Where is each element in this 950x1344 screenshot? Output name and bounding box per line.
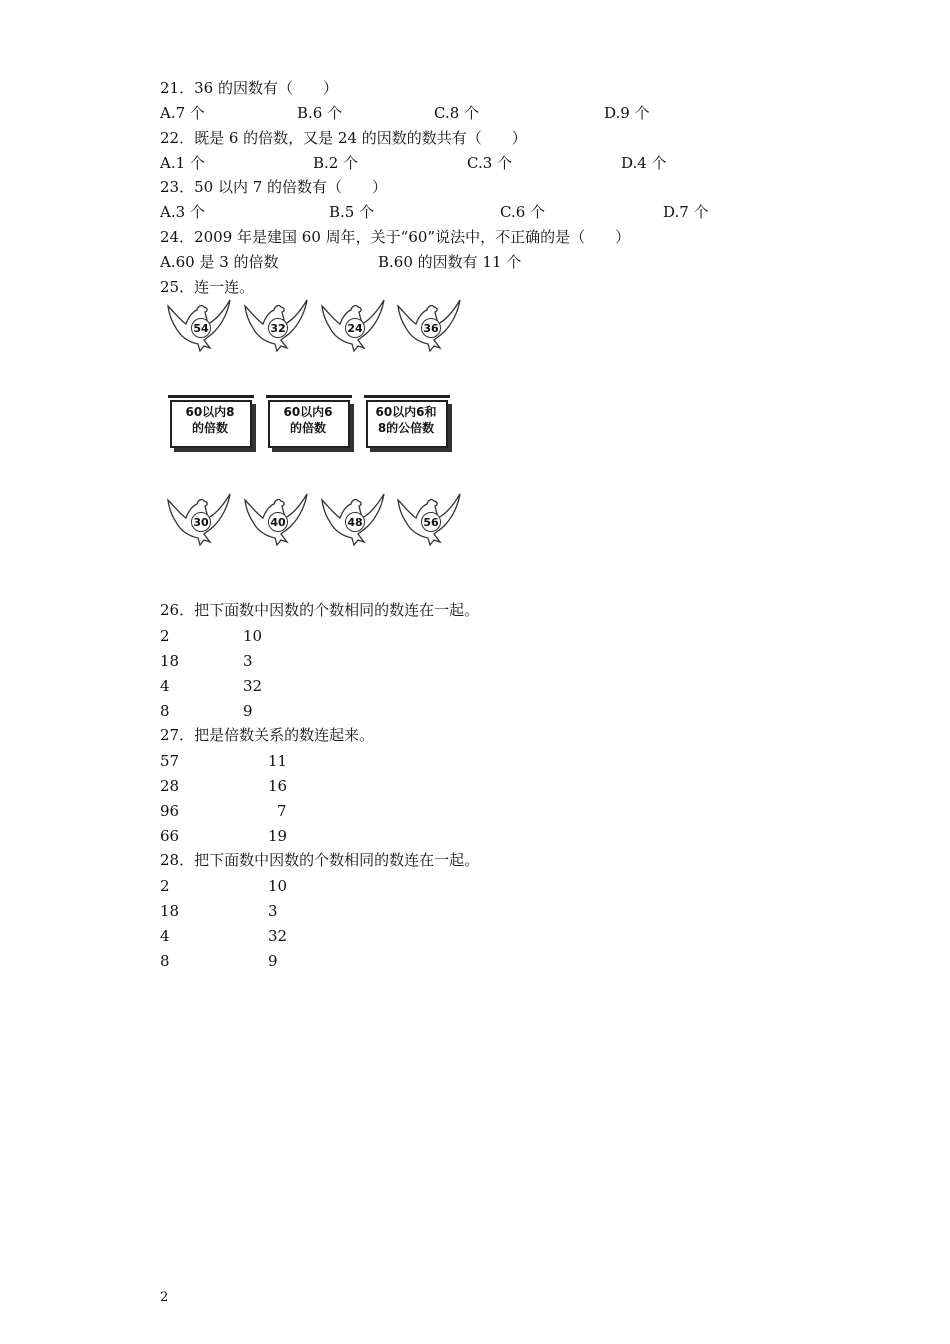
q27-right-2[interactable]: 16 [268, 777, 288, 795]
q27-stem: 27．把是倍数关系的数连起来。 [160, 726, 375, 744]
q21-option-b: B.6 个 [297, 104, 343, 122]
top-dove-1[interactable] [164, 298, 234, 353]
q22-option-a: A.1 个 [160, 154, 205, 172]
box-lid [266, 395, 352, 398]
q28-left-3[interactable]: 4 [160, 927, 170, 945]
box-label: 60以内8 的倍数 [185, 405, 235, 435]
dove-number: 54 [193, 322, 209, 335]
q23-option-a: A.3 个 [160, 203, 205, 221]
q26-right-1[interactable]: 10 [243, 627, 263, 645]
box-lid [364, 395, 450, 398]
q27-left-3[interactable]: 96 [160, 802, 180, 820]
q26-right-4[interactable]: 9 [243, 702, 253, 720]
q26-left-2[interactable]: 18 [160, 652, 180, 670]
q21-option-d: D.9 个 [604, 104, 650, 122]
q21-stem: 21．36 的因数有（ ） [160, 79, 338, 97]
bottom-dove-2[interactable] [241, 492, 311, 547]
bottom-dove-1[interactable] [164, 492, 234, 547]
category-box-2[interactable] [268, 400, 352, 450]
q26-right-2[interactable]: 3 [243, 652, 253, 670]
q28-left-2[interactable]: 18 [160, 902, 180, 920]
q22-option-b: B.2 个 [313, 154, 359, 172]
q27-left-4[interactable]: 66 [160, 827, 180, 845]
q23-option-b: B.5 个 [329, 203, 375, 221]
q24-stem: 24．2009 年是建国 60 周年，关于“60”说法中，不正确的是（ ） [160, 228, 631, 246]
q23-option-c: C.6 个 [500, 203, 546, 221]
dove-number: 32 [270, 322, 286, 335]
dove-number: 56 [423, 516, 439, 529]
q26-left-1[interactable]: 2 [160, 627, 170, 645]
q28-right-2[interactable]: 3 [268, 902, 278, 920]
q21-option-c: C.8 个 [434, 104, 480, 122]
q28-left-4[interactable]: 8 [160, 952, 170, 970]
q27-left-2[interactable]: 28 [160, 777, 180, 795]
top-dove-3[interactable] [318, 298, 388, 353]
q26-left-4[interactable]: 8 [160, 702, 170, 720]
q28-right-3[interactable]: 32 [268, 927, 288, 945]
q22-option-c: C.3 个 [467, 154, 513, 172]
dove-number: 40 [270, 516, 286, 529]
q22-stem: 22．既是 6 的倍数，又是 24 的因数的数共有（ ） [160, 129, 527, 147]
top-dove-2[interactable] [241, 298, 311, 353]
q26-right-3[interactable]: 32 [243, 677, 263, 695]
box-label: 60以内6和 8的公倍数 [375, 405, 437, 435]
dove-number: 36 [423, 322, 439, 335]
top-dove-4[interactable] [394, 298, 464, 353]
q27-right-3[interactable]: 7 [277, 802, 287, 820]
q24-option-b: B.60 的因数有 11 个 [378, 253, 522, 271]
q21-option-a: A.7 个 [160, 104, 205, 122]
q22-option-d: D.4 个 [621, 154, 667, 172]
q25-stem: 25．连一连。 [160, 278, 255, 296]
q28-stem: 28．把下面数中因数的个数相同的数连在一起。 [160, 851, 480, 869]
q27-left-1[interactable]: 57 [160, 752, 180, 770]
q28-left-1[interactable]: 2 [160, 877, 170, 895]
q23-option-d: D.7 个 [663, 203, 709, 221]
bottom-dove-4[interactable] [394, 492, 464, 547]
box-label: 60以内6 的倍数 [283, 405, 333, 435]
category-box-3[interactable] [366, 400, 450, 450]
dove-number: 24 [347, 322, 363, 335]
category-box-1[interactable] [170, 400, 254, 450]
q27-right-1[interactable]: 11 [268, 752, 288, 770]
q26-left-3[interactable]: 4 [160, 677, 170, 695]
q28-right-1[interactable]: 10 [268, 877, 288, 895]
dove-number: 30 [193, 516, 209, 529]
q23-stem: 23．50 以内 7 的倍数有（ ） [160, 178, 388, 196]
box-lid [168, 395, 254, 398]
q26-stem: 26．把下面数中因数的个数相同的数连在一起。 [160, 601, 480, 619]
q24-option-a: A.60 是 3 的倍数 [160, 253, 279, 271]
dove-number: 48 [347, 516, 363, 529]
page-number: 2 [160, 1290, 169, 1305]
bottom-dove-3[interactable] [318, 492, 388, 547]
q27-right-4[interactable]: 19 [268, 827, 288, 845]
q28-right-4[interactable]: 9 [268, 952, 278, 970]
